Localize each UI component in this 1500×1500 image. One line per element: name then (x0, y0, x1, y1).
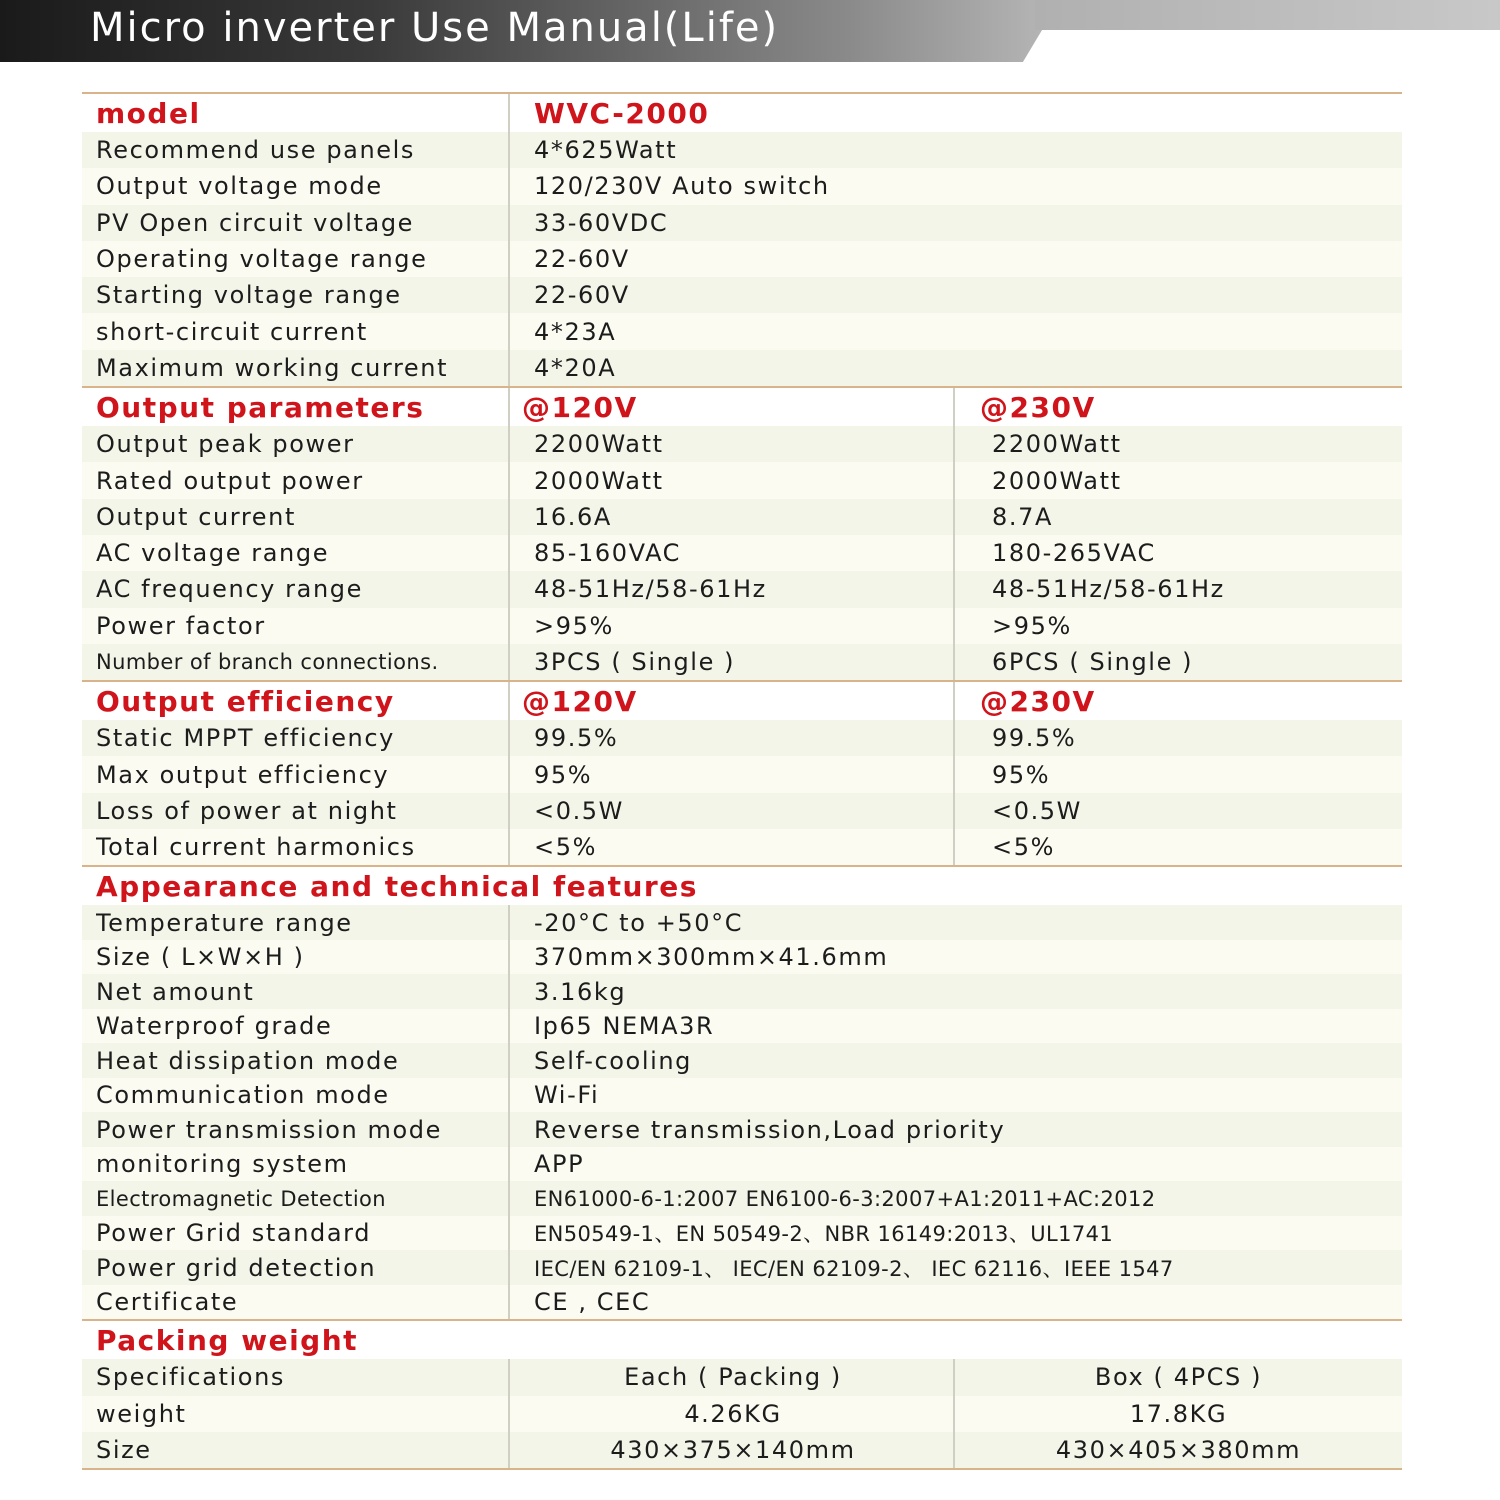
divider (82, 1468, 1402, 1470)
row-label: Max output efficiency (96, 760, 390, 789)
row-value: 370mm×300mm×41.6mm (534, 943, 889, 972)
row-label: Output peak power (96, 430, 355, 459)
table-row (82, 1396, 1402, 1432)
table-row (82, 905, 1402, 940)
value-120v: 2000Watt (534, 466, 664, 495)
row-value: EN50549-1、EN 50549-2、NBR 16149:2013、UL1741 (534, 1222, 1114, 1247)
row-value: Reverse transmission,Load priority (534, 1115, 1006, 1144)
value-each: Each ( Packing ) (624, 1363, 842, 1392)
column-header-230v: @230V (980, 390, 1096, 424)
row-label: Static MPPT efficiency (96, 724, 395, 753)
table-row (82, 313, 1402, 349)
table-row (82, 1147, 1402, 1182)
value-230v: 95% (992, 760, 1051, 789)
table-row (82, 1216, 1402, 1251)
value-120v: <5% (534, 833, 597, 862)
row-label: Power grid detection (96, 1253, 377, 1282)
row-value: 33-60VDC (534, 208, 669, 237)
column-header-120v: @120V (522, 684, 638, 718)
section-header-output-efficiency (82, 682, 1402, 720)
column-header-120v: @120V (522, 390, 638, 424)
row-label: monitoring system (96, 1150, 349, 1179)
row-value: 4*20A (534, 353, 617, 382)
table-row (82, 1112, 1402, 1147)
row-label: weight (96, 1399, 187, 1428)
value-120v: 99.5% (534, 724, 619, 753)
row-label: Size ( L×W×H ) (96, 943, 305, 972)
table-row (82, 1043, 1402, 1078)
row-label: short-circuit current (96, 317, 368, 346)
value-230v: 2000Watt (992, 466, 1122, 495)
table-row (82, 350, 1402, 386)
row-label: Temperature range (96, 908, 353, 937)
table-row (82, 756, 1402, 792)
table-row (82, 205, 1402, 241)
page-title: Micro inverter Use Manual(Life) (90, 5, 780, 51)
value-each: 4.26KG (684, 1399, 782, 1428)
row-label: Specifications (96, 1363, 285, 1392)
value-230v: 2200Watt (992, 430, 1122, 459)
row-value: -20°C to +50°C (534, 908, 744, 937)
row-label: Power Grid standard (96, 1219, 372, 1248)
section-title: Appearance and technical features (96, 869, 698, 903)
value-230v: >95% (992, 611, 1072, 640)
table-row (82, 1359, 1402, 1395)
section-header-output-parameters (82, 388, 1402, 426)
value-230v: 99.5% (992, 724, 1077, 753)
row-label: Size (96, 1436, 152, 1465)
row-label: Rated output power (96, 466, 364, 495)
value-box: 430×405×380mm (1055, 1436, 1302, 1465)
table-row (82, 168, 1402, 204)
value-120v: 85-160VAC (534, 539, 682, 568)
row-label: Waterproof grade (96, 1012, 333, 1041)
table-row (82, 1181, 1402, 1216)
row-label: Number of branch connections. (96, 650, 439, 674)
table-row (82, 277, 1402, 313)
row-label: Total current harmonics (96, 833, 416, 862)
value-box: 17.8KG (1129, 1399, 1228, 1428)
row-value: Ip65 NEMA3R (534, 1012, 715, 1041)
value-230v: 48-51Hz/58-61Hz (992, 575, 1225, 604)
table-row (82, 132, 1402, 168)
spec-table (82, 92, 1402, 1470)
value-230v: 180-265VAC (992, 539, 1156, 568)
row-label: Output current (96, 502, 296, 531)
row-label: Power transmission mode (96, 1115, 442, 1144)
value-each: 430×375×140mm (610, 1436, 856, 1465)
section-title: Packing weight (96, 1323, 359, 1357)
value-230v: 8.7A (992, 502, 1053, 531)
row-label: Output voltage mode (96, 172, 383, 201)
value-120v: 16.6A (534, 502, 612, 531)
row-label: Loss of power at night (96, 796, 398, 825)
row-label: AC voltage range (96, 539, 330, 568)
row-label: Maximum working current (96, 353, 449, 382)
table-row (82, 499, 1402, 535)
row-value: 120/230V Auto switch (534, 172, 830, 201)
value-230v: <0.5W (992, 796, 1083, 825)
row-label: Net amount (96, 977, 255, 1006)
table-row (82, 720, 1402, 756)
value-120v: 48-51Hz/58-61Hz (534, 575, 767, 604)
row-value: EN61000-6-1:2007 EN6100-6-3:2007+A1:2011+AC:2012 (534, 1186, 1156, 1211)
row-value: Self-cooling (534, 1046, 693, 1075)
table-row (82, 571, 1402, 607)
value-120v: >95% (534, 611, 614, 640)
table-row (82, 462, 1402, 498)
table-row (82, 1009, 1402, 1044)
row-value: APP (534, 1150, 585, 1179)
table-row (82, 940, 1402, 975)
value-230v: <5% (992, 833, 1055, 862)
row-value: 4*625Watt (534, 136, 678, 165)
row-value: 22-60V (534, 245, 630, 274)
table-row (82, 644, 1402, 680)
table-row (82, 1432, 1402, 1468)
table-row (82, 1285, 1402, 1320)
table-row (82, 608, 1402, 644)
value-230v: 6PCS ( Single ) (992, 648, 1194, 676)
value-box: Box ( 4PCS ) (1094, 1363, 1263, 1392)
table-row (82, 1250, 1402, 1285)
row-label: Communication mode (96, 1081, 390, 1110)
row-label: Operating voltage range (96, 245, 428, 274)
row-label: Heat dissipation mode (96, 1046, 400, 1075)
table-row (82, 426, 1402, 462)
row-label: Recommend use panels (96, 136, 416, 165)
row-value: 4*23A (534, 317, 617, 346)
value-120v: 95% (534, 760, 593, 789)
row-label: Starting voltage range (96, 281, 402, 310)
row-label: Certificate (96, 1288, 239, 1317)
section-title: Output parameters (96, 390, 425, 424)
section-title: Output efficiency (96, 684, 395, 718)
row-value: Wi-Fi (534, 1081, 600, 1110)
column-header-230v: @230V (980, 684, 1096, 718)
row-label: AC frequency range (96, 575, 363, 604)
table-row (82, 241, 1402, 277)
section-header-packing (82, 1321, 1402, 1359)
section-header-appearance (82, 867, 1402, 905)
model-row (82, 94, 1402, 132)
row-value: IEC/EN 62109-1、 IEC/EN 62109-2、 IEC 62116、IEEE 1547 (534, 1256, 1174, 1281)
table-row (82, 535, 1402, 571)
value-120v: 3PCS ( Single ) (534, 648, 736, 676)
value-120v: <0.5W (534, 796, 625, 825)
row-label: Electromagnetic Detection (96, 1186, 387, 1211)
row-label: Power factor (96, 611, 266, 640)
row-value: 22-60V (534, 281, 630, 310)
row-value: 3.16kg (534, 977, 627, 1006)
table-row (82, 1078, 1402, 1113)
model-value: WVC-2000 (534, 96, 710, 130)
row-label: PV Open circuit voltage (96, 208, 415, 237)
banner-strip (1035, 0, 1500, 30)
table-row (82, 793, 1402, 829)
value-120v: 2200Watt (534, 430, 664, 459)
table-row (82, 829, 1402, 865)
table-row (82, 974, 1402, 1009)
row-value: CE , CEC (534, 1288, 651, 1317)
model-label: model (96, 96, 201, 130)
